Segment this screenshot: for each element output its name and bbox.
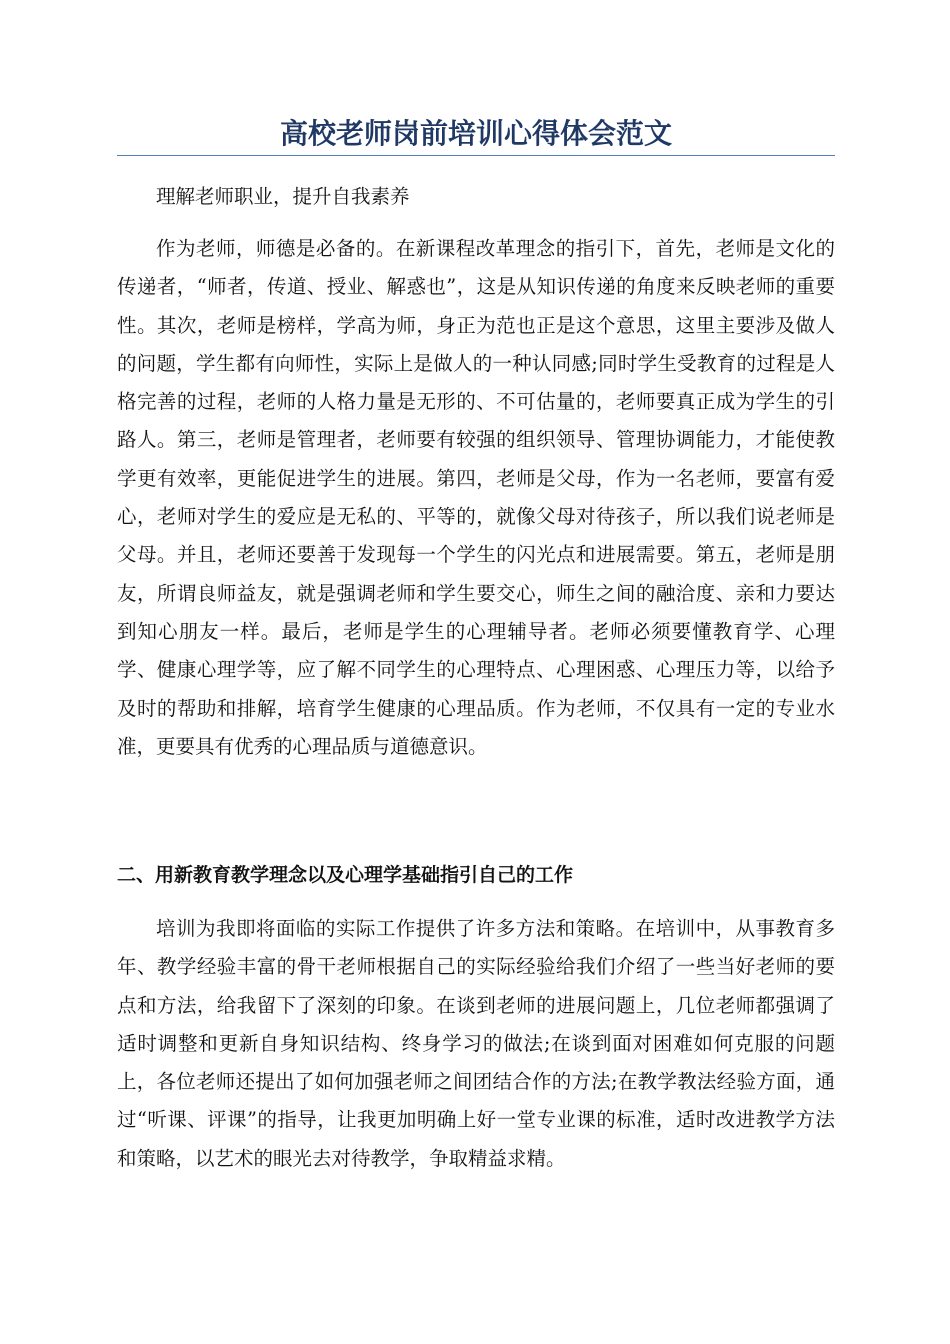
title-underline <box>117 155 835 156</box>
document-title: 高校老师岗前培训心得体会范文 <box>279 117 672 150</box>
paragraph-teacher-roles: 作为老师，师德是必备的。在新课程改革理念的指引下，首先，老师是文化的传递者，“师者，传道、授业、解惑也”，这是从知识传递的角度来反映老师的重要性。其次，老师是榜样，学高为师，身正为范也正是这个意思，这里主要涉及做人的问题，学生都有向师性，实际上是做人的一种认同感;同时学生受教育的过程是人格完善的过程，老师的人格力量是无形的、不可估量的，老师要真正成为学生的引路人。第三，老师是管理者，老师要有较强的组织领导、管理协调能力，才能使教学更有效率，更能促进学生的进展。第四，老师是父母，作为一名老师，要富有爱心，老师对学生的爱应是无私的、平等的，就像父母对待孩子，所以我们说老师是父母。并且，老师还要善于发现每一个学生的闪光点和进展需要。第五，老师是朋友，所谓良师益友，就是强调老师和学生要交心，师生之间的融洽度、亲和力要达到知心朋友一样。最后，老师是学生的心理辅导者。老师必须要懂教育学、心理学、健康心理学等，应了解不同学生的心理特点、心理困惑、心理压力等，以给予及时的帮助和排解，培育学生健康的心理品质。作为老师，不仅具有一定的专业水准，更要具有优秀的心理品质与道德意识。 <box>117 237 835 758</box>
section-heading-2: 二、用新教育教学理念以及心理学基础指引自己的工作 <box>117 864 574 886</box>
paragraph-training-methods: 培训为我即将面临的实际工作提供了许多方法和策略。在培训中，从事教育多年、教学经验丰富的骨干老师根据自己的实际经验给我们介绍了一些当好老师的要点和方法，给我留下了深刻的印象。在谈到老师的进展问题上，几位老师都强调了适时调整和更新自身知识结构、终身学习的做法;在谈到面对困难如何克服的问题上，各位老师还提出了如何加强老师之间团结合作的方法;在教学教法经验方面，通过“听课、评课”的指导，让我更加明确上好一堂专业课的标准，适时改进教学方法和策略，以艺术的眼光去对待教学，争取精益求精。 <box>117 917 835 1170</box>
section-subtitle: 理解老师职业，提升自我素养 <box>156 185 410 208</box>
